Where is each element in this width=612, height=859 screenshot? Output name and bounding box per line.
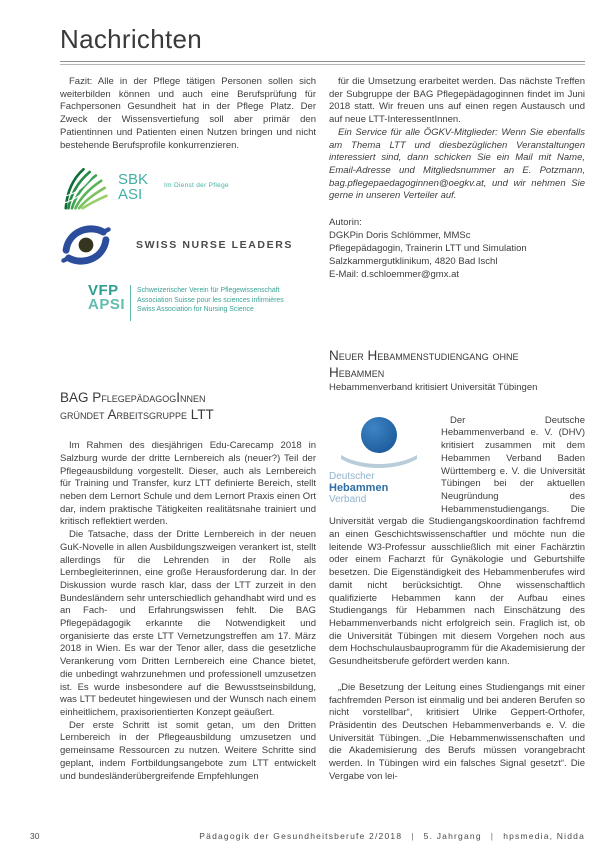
intro-paragraph: Fazit: Alle in der Pflege tätigen Personen sollen sich weiterbilden können und auch eine Berufsprüfung für Fachpersonen Gesundheit hat in der Pflege Platz. Der Zweck der Wissensvertiefung soll aber primär den Patientinnen und Patienten einen Nutzen bringen und nicht bestehende Berufsprofile konkurrenzieren. <box>60 76 316 151</box>
author-role: Pflegepädagogin, Trainerin LTT und Simulation <box>329 243 527 255</box>
masthead <box>0 0 612 65</box>
dhv-logo <box>329 417 431 509</box>
service-note: Ein Service für alle ÖGKV-Mitglieder: Wenn Sie ebenfalls am Thema LTT und diesbezüglichen Veranstaltungen interessiert sind, dann schicken Sie ein Mail mit Name, Email-Adresse und Mitgliedsnummer an E. Potzmann, bag.pflegepaedagoginnen@oegkv.at, und wir nehmen Sie gerne in unseren Verteiler auf. <box>329 126 585 202</box>
swoosh-icon <box>339 453 419 469</box>
page-title: Nachrichten <box>60 24 203 54</box>
footer-journal: Pädagogik der Gesundheitsberufe 2/2018 <box>199 831 403 841</box>
bag-section-heading: BAG PflegepädagogInnen gründet Arbeitsgruppe LTT <box>60 390 214 423</box>
globe-circle-icon <box>361 417 397 453</box>
page-footer <box>30 831 585 841</box>
page-number: 30 <box>30 831 40 841</box>
sbk-asi-wordmark: SBK ASI <box>118 171 149 204</box>
bag-paragraph-2: Die Tatsache, dass der Dritte Lernbereich in der neuen GuK-Novelle in allen Ausbildungszweigen verankert ist, stellt allerdings für die Lehrenden in der Rolle als Lernbegleiterinnen, eine große Herausforderung dar. In der Diskussion wurde rasch klar, dass der LTT zurzeit in den Bundesländern sehr unterschiedlich gehandhabt wird und es an Fach- und Erfahrungswissen fehlt. Die BAG Pflegepädagogik erkannte die Notwendigkeit und organisierte das erste LTT Vernetzungstreffen am 17. März 2018 in Wien. Es war der Tenor aller, dass die gesetzliche Verankerung vom Dritten Lernbereich eine Chance bietet, die unbedingt wahrzunehmen und professionell umzusetzen ist. Es wurde insbesondere auf die Bewusstseinsbildung, was LTT bedeutet hingewiesen und der Wunsch nach einem einheitlichem, praxisorientierten Konzept geäußert. <box>60 529 316 718</box>
swiss-nurse-leaders-logo <box>60 220 316 270</box>
footer-publisher: hpsmedia, Nidda <box>503 831 585 841</box>
bag-paragraph-1: Im Rahmen des diesjährigen Edu-Carecamp 2018 in Salzburg wurde der dritte Lernbereich als (neuer?) Teil der Pflegeausbildung vorgestellt. Dieser, auch als Lernbereich für Training und Transfer, kurz LTT definierte Bereich, stellt neben dem Lernort Schule und dem Lernort Praxis einen Ort dar, indem praktische Tätigkeiten realitätsnahe trainiert und kritisch reflektiert werden. <box>60 440 316 528</box>
sbk-tagline: Im Dienst der Pflege <box>164 182 229 190</box>
author-affiliation: Salzkammergutklinikum, 4820 Bad Ischl <box>329 256 498 268</box>
vfp-apsi-logo <box>88 284 316 321</box>
author-label: Autorin: <box>329 217 362 229</box>
footer-separator: | <box>411 831 415 841</box>
right-column <box>329 76 585 828</box>
left-column <box>60 76 316 828</box>
swiss-nurse-leaders-label: SWISS NURSE LEADERS <box>136 238 293 251</box>
dhv-wordmark: Deutscher Hebammen Verband <box>329 471 389 506</box>
vfp-org-names: Schweizerischer Verein für Pflegewissenschaft Association Suisse pour les sciences infirmières Swiss Association for Nursing Science <box>137 287 284 314</box>
vfp-apsi-wordmark: VFP APSI <box>88 282 126 314</box>
hebammen-paragraph-1: Der Deutsche Hebammenverband e. V. (DHV) kritisiert zusammen mit dem Hebammen Verband Baden Württemberg e. V. die Universität Tübingen bei der aktuellen Neugründung des Hebammenstudiengangs. Die Universität vergab die Studiengangskoordination fachfremd an einen Geschichtswissenschaftler und möchte nun die leitende W3-Professur ausschließlich mit einer Fachärztin oder einem Facharzt für Gynäkologie und Geburtshilfe besetzen. Die Eigenständigkeit des Hebammenberufes wird damit nicht berücksichtigt. Ohne wissenschaftlich qualifizierte Hebammen kann der Aufbau eines Studiengangs für Hebammen nach Einschätzung des Hebammenverbands nicht erfolgreich sein. Fraglich ist, ob die Universität Tübingen mit diesem Vorgehen noch aus dem Hochschulausbauprogramm für die Akademisierung der Gesundheitsberufe gefördert werden kann. <box>329 414 585 668</box>
footer-volume: 5. Jahrgang <box>423 831 482 841</box>
two-column-body <box>0 65 612 828</box>
footer-journal-line <box>199 831 585 841</box>
bag-paragraph-3: Der erste Schritt ist somit getan, um den Dritten Lernbereich in der Pflegeausbildung umzusetzen und gemeinsame Ressourcen zu nutzen. Weitere Schritte sind geplant, indem Fortbildungsangebote zum LTT entwickelt und bundesländerübergreifende Empfehlungen <box>60 719 316 782</box>
hebammen-section-body <box>329 415 585 784</box>
logos-block <box>60 164 316 321</box>
continuation-paragraph: für die Umsetzung erarbeitet werden. Das nächste Treffen der Subgruppe der BAG Pflegepädagoginnen findet im Juni 2018 statt. Wir freuen uns auf einen regen Austausch und auf neue LTT-InteressentInnen. <box>329 76 585 126</box>
hebammen-subheading: Hebammenverband kritisiert Universität Tübingen <box>329 382 538 394</box>
author-name: DGKPin Doris Schlömmer, MMSc <box>329 230 471 242</box>
hebammen-paragraph-2: „Die Besetzung der Leitung eines Studiengangs mit einer fachfremden Person ist einmalig und bei anderen Berufen so nicht vorstellbar“, kritisiert Ulrike Geppert-Orthofer, Präsidentin des Deutschen Hebammenverbands e. V. die Universität Tübingen. „Die Hebammenwissenschaften und die Akademisierung des Berufs müssen vorangebracht werden. In Tübingen wird ein falsches Signal gesetzt“. Die Vergabe von lei- <box>329 681 585 782</box>
dhv-globe-icon <box>339 417 419 470</box>
footer-separator: | <box>490 831 495 841</box>
author-email: E-Mail: d.schloemmer@gmx.at <box>329 269 460 281</box>
bag-section-body <box>60 440 316 783</box>
author-block <box>329 216 585 281</box>
sbk-fan-icon <box>60 164 114 210</box>
vfp-divider <box>130 285 131 321</box>
hebammen-section-heading: Neuer Hebammenstudiengang ohne Hebammen <box>329 348 519 381</box>
eye-icon <box>60 220 112 270</box>
sbk-asi-logo <box>60 164 316 210</box>
